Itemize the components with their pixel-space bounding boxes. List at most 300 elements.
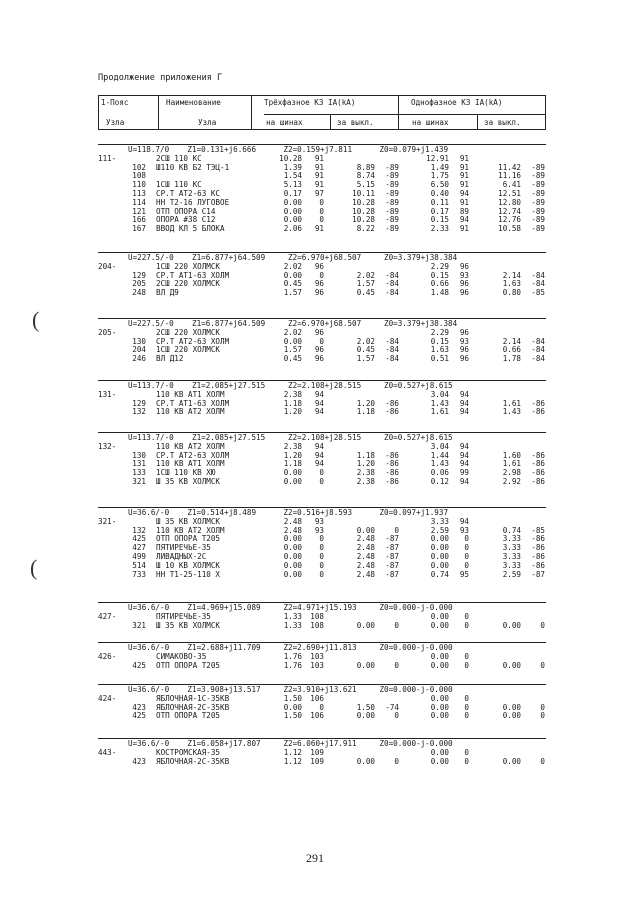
table-cell: -86	[385, 450, 399, 460]
table-cell: 108	[310, 611, 324, 621]
table-cell: 2.98	[502, 468, 521, 478]
table-cell: 425	[132, 711, 146, 721]
table-cell: -86	[531, 534, 545, 544]
header-vrule	[477, 115, 478, 129]
table-cell: -89	[385, 206, 399, 216]
table-cell: 94	[459, 407, 469, 417]
table-cell: 1СШ 220 ХОЛМСК	[156, 261, 221, 271]
table-cell: 1.18	[356, 407, 375, 417]
table-cell: НН Т2-16 ЛУГОВОЕ	[156, 197, 230, 207]
table-cell: 2.29	[430, 261, 449, 271]
table-cell: -84	[531, 336, 545, 346]
table-cell: -89	[385, 197, 399, 207]
table-cell: 2.02	[356, 270, 375, 280]
table-cell: -89	[385, 162, 399, 172]
table-cell: 6.50	[430, 180, 449, 190]
table-cell: 5.15	[356, 180, 375, 190]
header-name-b: Узла	[198, 118, 217, 127]
table-cell: 110 КВ АТ2 ХОЛМ	[156, 525, 225, 535]
table-cell: 1.78	[502, 354, 521, 364]
table-cell: 0.00	[430, 534, 449, 544]
table-cell: 0.15	[430, 215, 449, 225]
table-cell: -84	[385, 345, 399, 355]
table-cell: -89	[531, 197, 545, 207]
table-cell: 97	[314, 188, 324, 198]
table-cell: СР.Т АТ1-63 ХОЛМ	[156, 398, 230, 408]
table-cell: -86	[531, 543, 545, 553]
table-cell: ЯБЛОЧНАЯ-1С-35КВ	[156, 693, 230, 703]
table-cell: 110 КВ АТ2 ХОЛМ	[156, 407, 225, 417]
table-cell: 1.60	[502, 450, 521, 460]
table-cell: 2СШ 220 ХОЛМСК	[156, 327, 221, 337]
table-cell: ВВОД КЛ 5 БЛОКА	[156, 224, 225, 234]
table-cell: 110 КВ АТ1 ХОЛМ	[156, 389, 225, 399]
table-cell: 0	[464, 660, 469, 670]
header-vrule	[158, 95, 159, 129]
table-cell: 1.20	[356, 459, 375, 469]
table-row	[98, 662, 546, 671]
block-impedance-text: U=113.7/-0 Z1=2.085+j27.515 Z2=2.108+j28.515 Z0=0.527+j8.615	[128, 381, 453, 390]
table-cell: 733	[132, 569, 146, 579]
table-cell: -84	[385, 279, 399, 289]
table-cell: 0.00	[283, 569, 302, 579]
table-cell: -87	[385, 543, 399, 553]
table-cell: 321	[132, 476, 146, 486]
table-cell: -87	[385, 560, 399, 570]
table-cell: 8.74	[356, 171, 375, 181]
table-cell: 1.54	[283, 171, 302, 181]
table-cell: Ш 10 КВ ХОЛМСК	[156, 560, 221, 570]
table-cell: 94	[459, 476, 469, 486]
table-row	[98, 478, 546, 487]
table-cell: 0.45	[283, 279, 302, 289]
table-cell: 1.63	[430, 345, 449, 355]
table-cell: 1.48	[430, 288, 449, 298]
table-cell: 12.74	[498, 206, 521, 216]
table-cell: 3.33	[502, 560, 521, 570]
table-cell: 103	[310, 660, 324, 670]
table-cell: 2СШ 220 ХОЛМСК	[156, 279, 221, 289]
table-cell: 132-	[98, 441, 117, 451]
table-cell: 0.12	[430, 476, 449, 486]
table-cell: 1.44	[430, 450, 449, 460]
table-cell: -87	[385, 569, 399, 579]
table-cell: 96	[314, 279, 324, 289]
table-cell: -89	[385, 224, 399, 234]
margin-mark: (	[30, 555, 38, 580]
table-cell: 0	[319, 215, 324, 225]
table-cell: -87	[385, 551, 399, 561]
header-node-b: Узла	[106, 118, 125, 127]
table-cell: 0	[319, 551, 324, 561]
table-cell: 1СШ 220 ХОЛМСК	[156, 345, 221, 355]
table-cell: 1.43	[430, 398, 449, 408]
table-cell: -84	[531, 279, 545, 289]
table-cell: 91	[314, 180, 324, 190]
table-cell: 0	[464, 560, 469, 570]
table-cell: 0.00	[283, 702, 302, 712]
table-cell: 0.40	[430, 188, 449, 198]
table-cell: 91	[314, 162, 324, 172]
table-cell: 10.28	[279, 153, 302, 163]
node-block	[98, 432, 546, 487]
table-cell: 514	[132, 560, 146, 570]
node-block	[98, 380, 546, 417]
table-cell: 1.61	[430, 407, 449, 417]
header-bottom-rule	[98, 129, 546, 130]
table-cell: 205	[132, 279, 146, 289]
table-cell: -89	[531, 162, 545, 172]
table-cell: 0.00	[283, 215, 302, 225]
table-cell: 2.33	[430, 224, 449, 234]
table-cell: ОТП ОПОРА Т205	[156, 534, 221, 544]
table-cell: 93	[459, 270, 469, 280]
table-cell: Ш 35 КВ ХОЛМСК	[156, 476, 221, 486]
table-cell: 425	[132, 660, 146, 670]
table-cell: 0.74	[430, 569, 449, 579]
table-cell: СР.Т АТ1-63 ХОЛМ	[156, 270, 230, 280]
table-cell: 1.76	[283, 660, 302, 670]
table-cell: 129	[132, 270, 146, 280]
table-cell: -89	[385, 180, 399, 190]
table-cell: ЯБЛОЧНАЯ-2С-35КВ	[156, 756, 230, 766]
block-impedance-text: U=36.6/-0 Z1=4.969+j15.089 Z2=4.971+j15.193 Z0=0.000-j-0.000	[128, 603, 453, 612]
table-cell: 0	[394, 660, 399, 670]
header-three-phase: Трёхфазное КЗ IA(kA)	[264, 98, 356, 107]
table-cell: 0	[464, 543, 469, 553]
table-cell: -86	[385, 407, 399, 417]
table-cell: 0	[319, 270, 324, 280]
table-cell: -86	[385, 459, 399, 469]
table-cell: КОСТРОМСКАЯ-35	[156, 747, 221, 757]
table-row	[98, 225, 546, 234]
table-cell: 0.00	[283, 270, 302, 280]
table-cell: 1.57	[283, 345, 302, 355]
table-cell: 204-	[98, 261, 117, 271]
table-cell: 102	[132, 162, 146, 172]
table-cell: 0	[319, 702, 324, 712]
table-cell: 109	[310, 747, 324, 757]
table-cell: 2.38	[283, 389, 302, 399]
table-cell: 95	[459, 569, 469, 579]
table-cell: 0	[464, 651, 469, 661]
table-cell: 204	[132, 345, 146, 355]
table-cell: 1.18	[356, 450, 375, 460]
table-cell: 3.33	[502, 534, 521, 544]
table-cell: -87	[385, 534, 399, 544]
table-cell: 2.02	[283, 327, 302, 337]
table-cell: ВЛ Д9	[156, 288, 179, 298]
table-cell: 0.00	[430, 711, 449, 721]
table-cell: Ш 35 КВ ХОЛМСК	[156, 516, 221, 526]
table-cell: 3.33	[502, 551, 521, 561]
table-cell: 11.42	[498, 162, 521, 172]
table-cell: 99	[459, 468, 469, 478]
table-cell: 133	[132, 468, 146, 478]
table-cell: 2.02	[356, 336, 375, 346]
table-cell: 103	[310, 651, 324, 661]
table-row	[98, 622, 546, 631]
node-block	[98, 144, 546, 234]
table-cell: 0.00	[356, 756, 375, 766]
header-mid-rule	[264, 114, 546, 115]
table-cell: 1.20	[283, 450, 302, 460]
table-cell: 443-	[98, 747, 117, 757]
header-vrule	[98, 95, 99, 129]
table-cell: -86	[531, 560, 545, 570]
table-cell: 12.76	[498, 215, 521, 225]
table-cell: 93	[314, 516, 324, 526]
table-cell: 0.17	[283, 188, 302, 198]
table-cell: 0.00	[356, 711, 375, 721]
table-cell: 2.29	[430, 327, 449, 337]
table-cell: 0.66	[430, 279, 449, 289]
table-cell: -84	[385, 288, 399, 298]
table-cell: 91	[314, 153, 324, 163]
table-cell: 93	[314, 525, 324, 535]
table-cell: 96	[459, 327, 469, 337]
table-cell: 91	[459, 224, 469, 234]
table-cell: ОТП ОПОРА С14	[156, 206, 216, 216]
table-cell: -84	[385, 336, 399, 346]
table-cell: 0	[319, 336, 324, 346]
block-impedance-text: U=36.6/-0 Z1=3.908+j13.517 Z2=3.910+j13.621 Z0=0.000-j-0.000	[128, 685, 453, 694]
table-cell: 94	[459, 450, 469, 460]
table-cell: -87	[531, 569, 545, 579]
table-cell: 10.58	[498, 224, 521, 234]
page-number: 291	[306, 851, 324, 865]
header-on-bus: на шинах	[266, 118, 303, 127]
table-cell: -84	[531, 354, 545, 364]
table-cell: 129	[132, 398, 146, 408]
table-cell: 321-	[98, 516, 117, 526]
table-cell: 0	[464, 611, 469, 621]
table-cell: 96	[314, 327, 324, 337]
node-block	[98, 642, 546, 670]
table-cell: 0	[540, 660, 545, 670]
table-cell: СР.Т АТ2-63 ХОЛМ	[156, 336, 230, 346]
table-cell: 2.06	[283, 224, 302, 234]
table-cell: 1.61	[502, 398, 521, 408]
table-cell: 0.51	[430, 354, 449, 364]
table-cell: 131-	[98, 389, 117, 399]
table-cell: 1.50	[283, 711, 302, 721]
table-cell: 0.00	[283, 551, 302, 561]
table-cell: 0.00	[502, 756, 521, 766]
table-cell: 10.11	[352, 188, 375, 198]
table-cell: 427-	[98, 611, 117, 621]
table-cell: 0	[394, 756, 399, 766]
node-block	[98, 684, 546, 721]
table-cell: 0.00	[283, 468, 302, 478]
table-cell: 0.00	[502, 702, 521, 712]
header-node-a: 1-Пояс	[101, 98, 129, 107]
table-cell: 91	[459, 162, 469, 172]
table-cell: 131	[132, 459, 146, 469]
table-cell: 8.89	[356, 162, 375, 172]
table-cell: 93	[459, 336, 469, 346]
table-cell: -89	[531, 224, 545, 234]
table-cell: 113	[132, 188, 146, 198]
table-cell: 0.00	[283, 197, 302, 207]
table-cell: 0	[540, 711, 545, 721]
table-cell: 0.00	[430, 611, 449, 621]
node-block	[98, 318, 546, 364]
table-cell: 0.45	[356, 345, 375, 355]
table-cell: 96	[459, 288, 469, 298]
table-cell: 2.38	[356, 476, 375, 486]
table-cell: 1.39	[283, 162, 302, 172]
table-cell: -86	[385, 398, 399, 408]
table-cell: 96	[459, 261, 469, 271]
table-cell: 130	[132, 336, 146, 346]
table-cell: 0.00	[430, 620, 449, 630]
table-cell: 0.15	[430, 336, 449, 346]
table-cell: 130	[132, 450, 146, 460]
table-cell: 0.00	[502, 711, 521, 721]
table-cell: 2.48	[283, 525, 302, 535]
table-cell: СИМАКОВО-35	[156, 651, 207, 661]
table-cell: НН Т1-25-110 Х	[156, 569, 221, 579]
header-vrule	[545, 95, 546, 129]
table-cell: 106	[310, 711, 324, 721]
table-cell: 12.80	[498, 197, 521, 207]
table-cell: 2.48	[356, 569, 375, 579]
table-cell: 109	[310, 756, 324, 766]
table-cell: 0.00	[430, 756, 449, 766]
table-cell: -86	[531, 407, 545, 417]
table-cell: 1.75	[430, 171, 449, 181]
table-cell: 2.48	[283, 516, 302, 526]
table-cell: 2.02	[283, 261, 302, 271]
table-cell: 2.14	[502, 270, 521, 280]
node-block	[98, 252, 546, 298]
table-cell: 106	[310, 693, 324, 703]
table-cell: 0.00	[283, 206, 302, 216]
table-cell: ЛИВАДНЫХ-2С	[156, 551, 207, 561]
table-cell: 0	[464, 534, 469, 544]
table-cell: -86	[531, 476, 545, 486]
table-cell: 94	[314, 398, 324, 408]
table-cell: -89	[531, 180, 545, 190]
table-cell: 96	[314, 261, 324, 271]
table-cell: -84	[385, 270, 399, 280]
table-cell: 0	[464, 747, 469, 757]
table-cell: 0	[319, 569, 324, 579]
table-cell: 110	[132, 180, 146, 190]
table-cell: 423	[132, 756, 146, 766]
node-block	[98, 738, 546, 766]
table-cell: 0	[394, 711, 399, 721]
table-cell: 3.04	[430, 389, 449, 399]
table-cell: 12.91	[426, 153, 449, 163]
table-cell: 108	[310, 620, 324, 630]
table-cell: -74	[385, 702, 399, 712]
table-cell: -86	[531, 468, 545, 478]
block-impedance-text: U=36.6/-0 Z1=6.058+j17.807 Z2=6.060+j17.911 Z0=0.000-j-0.000	[128, 739, 453, 748]
table-cell: 0.45	[283, 354, 302, 364]
table-cell: 425	[132, 534, 146, 544]
table-cell: 0.00	[283, 543, 302, 553]
header-top-rule	[98, 95, 546, 96]
table-cell: 10.28	[352, 215, 375, 225]
block-impedance-text: U=36.6/-0 Z1=0.514+j8.489 Z2=0.516+j8.593 Z0=0.097+j1.937	[128, 508, 449, 517]
table-cell: 2.48	[356, 551, 375, 561]
table-cell: 1.49	[430, 162, 449, 172]
table-cell: 0	[319, 468, 324, 478]
table-cell: 1.57	[356, 279, 375, 289]
table-cell: 1.43	[502, 407, 521, 417]
table-cell: 427	[132, 543, 146, 553]
table-cell: 1.12	[283, 747, 302, 757]
table-cell: 94	[314, 459, 324, 469]
table-cell: 1.61	[502, 459, 521, 469]
table-cell: 2.92	[502, 476, 521, 486]
table-cell: 166	[132, 215, 146, 225]
table-cell: 0	[394, 525, 399, 535]
header-vrule	[330, 115, 331, 129]
table-row	[98, 758, 546, 767]
table-cell: 0.00	[283, 336, 302, 346]
table-row	[98, 355, 546, 364]
header-on-breaker-2: за выкл.	[484, 118, 521, 127]
table-row	[98, 289, 546, 298]
table-cell: 2СШ 110 КС	[156, 153, 202, 163]
table-cell: 1.20	[283, 407, 302, 417]
table-cell: 2.38	[356, 468, 375, 478]
node-block	[98, 507, 546, 579]
table-cell: ПЯТИРЕЧЬЕ-35	[156, 611, 211, 621]
table-cell: 91	[459, 171, 469, 181]
table-cell: 0	[319, 560, 324, 570]
table-cell: 114	[132, 197, 146, 207]
table-cell: -86	[531, 398, 545, 408]
table-cell: 0	[319, 543, 324, 553]
margin-mark: (	[32, 307, 40, 332]
table-cell: 0	[464, 756, 469, 766]
table-cell: 0.00	[356, 660, 375, 670]
table-cell: 91	[459, 197, 469, 207]
table-cell: 5.13	[283, 180, 302, 190]
table-cell: 94	[459, 215, 469, 225]
table-cell: -86	[531, 450, 545, 460]
table-cell: ЯБЛОЧНАЯ-2С-35КВ	[156, 702, 230, 712]
table-cell: СР.Т АТ2-63 ХОЛМ	[156, 450, 230, 460]
table-cell: 0.00	[283, 476, 302, 486]
table-cell: ОПОРА #38 С12	[156, 215, 216, 225]
table-cell: 0.11	[430, 197, 449, 207]
table-cell: 0	[319, 197, 324, 207]
table-cell: -86	[385, 476, 399, 486]
table-cell: 424-	[98, 693, 117, 703]
table-cell: 132	[132, 525, 146, 535]
table-row	[98, 571, 546, 580]
table-cell: 0.00	[502, 620, 521, 630]
table-cell: ПЯТИРЕЧЬЕ-35	[156, 543, 211, 553]
table-cell: 499	[132, 551, 146, 561]
table-cell: 111-	[98, 153, 117, 163]
table-cell: 0.00	[430, 551, 449, 561]
table-cell: 94	[459, 441, 469, 451]
table-cell: 1.43	[430, 459, 449, 469]
table-cell: 96	[314, 288, 324, 298]
table-cell: 0.00	[356, 620, 375, 630]
table-cell: 96	[314, 354, 324, 364]
table-cell: 94	[314, 450, 324, 460]
table-cell: 8.22	[356, 224, 375, 234]
header-on-breaker: за выкл.	[337, 118, 374, 127]
table-cell: 93	[459, 525, 469, 535]
